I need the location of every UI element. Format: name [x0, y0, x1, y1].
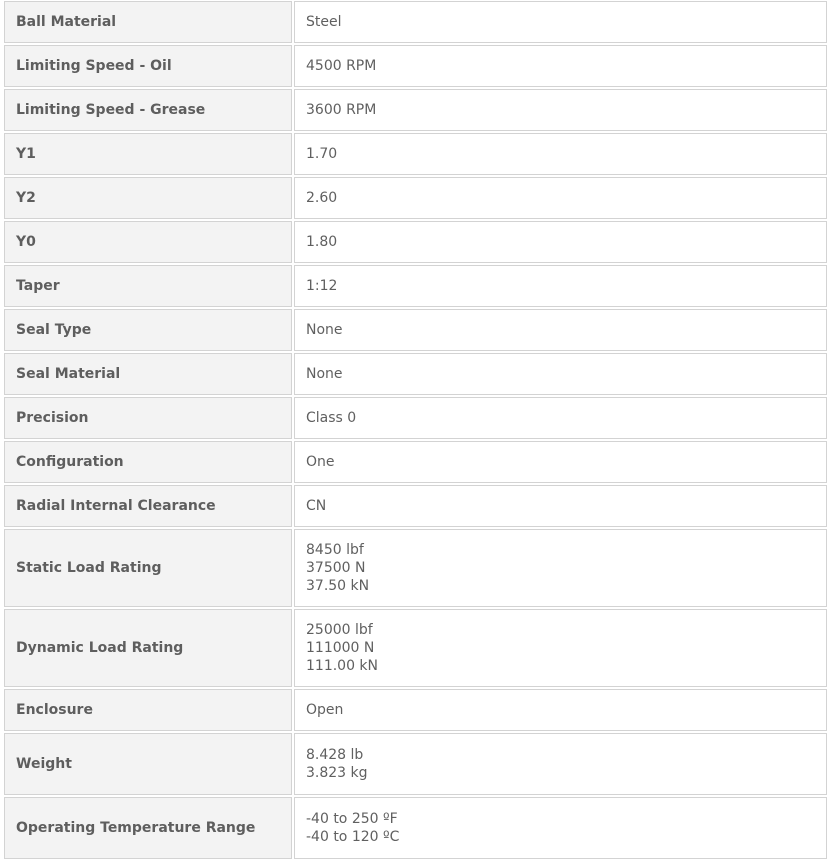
- spec-value-line: 1.80: [306, 234, 338, 250]
- spec-value: [294, 89, 827, 131]
- spec-label: Radial Internal Clearance: [4, 485, 292, 527]
- spec-label: Seal Type: [4, 309, 292, 351]
- spec-value: [294, 485, 827, 527]
- spec-value-line: 3600 RPM: [306, 102, 377, 118]
- spec-value-line: -40 to 250 ºF: [306, 811, 398, 827]
- spec-value-line: 37500 N: [306, 560, 366, 576]
- spec-value: [294, 397, 827, 439]
- spec-row-limiting-speed-grease: [4, 89, 827, 131]
- spec-row-weight: [4, 733, 827, 795]
- spec-value-line: CN: [306, 498, 327, 514]
- spec-label: Operating Temperature Range: [4, 797, 292, 859]
- spec-value: [294, 441, 827, 483]
- spec-value: [294, 133, 827, 175]
- spec-label: Weight: [4, 733, 292, 795]
- spec-row-y2: [4, 177, 827, 219]
- spec-value: [294, 529, 827, 607]
- spec-label: Limiting Speed - Oil: [4, 45, 292, 87]
- spec-value-line: Steel: [306, 14, 342, 30]
- spec-row-seal-material: [4, 353, 827, 395]
- spec-label: Enclosure: [4, 689, 292, 731]
- spec-value-line: 111.00 kN: [306, 658, 379, 674]
- spec-value-line: 1:12: [306, 278, 338, 294]
- spec-value-line: 8.428 lb: [306, 747, 364, 763]
- spec-value: [294, 733, 827, 795]
- spec-row-precision: [4, 397, 827, 439]
- spec-value-line: 8450 lbf: [306, 542, 364, 558]
- spec-label: Y1: [4, 133, 292, 175]
- spec-value-line: None: [306, 366, 343, 382]
- spec-row-operating-temperature-range: [4, 797, 827, 859]
- spec-label: Y0: [4, 221, 292, 263]
- spec-value: [294, 265, 827, 307]
- spec-row-configuration: [4, 441, 827, 483]
- spec-label: Dynamic Load Rating: [4, 609, 292, 687]
- spec-value: [294, 689, 827, 731]
- spec-value: [294, 177, 827, 219]
- spec-label: Ball Material: [4, 1, 292, 43]
- spec-value-line: 37.50 kN: [306, 578, 370, 594]
- spec-row-limiting-speed-oil: [4, 45, 827, 87]
- spec-value-line: 25000 lbf: [306, 622, 373, 638]
- spec-value-line: 2.60: [306, 190, 338, 206]
- specifications-body: [4, 1, 827, 859]
- spec-value-line: 1.70: [306, 146, 338, 162]
- spec-row-ball-material: [4, 1, 827, 43]
- spec-value-line: 4500 RPM: [306, 58, 377, 74]
- spec-value: [294, 309, 827, 351]
- spec-value-line: 111000 N: [306, 640, 375, 656]
- spec-label: Taper: [4, 265, 292, 307]
- spec-label: Y2: [4, 177, 292, 219]
- spec-row-y1: [4, 133, 827, 175]
- spec-value-line: Class 0: [306, 410, 357, 426]
- spec-value-line: 3.823 kg: [306, 765, 368, 781]
- spec-label: Seal Material: [4, 353, 292, 395]
- spec-value: [294, 1, 827, 43]
- spec-row-taper: [4, 265, 827, 307]
- spec-row-seal-type: [4, 309, 827, 351]
- spec-row-radial-internal-clearance: [4, 485, 827, 527]
- spec-label: Static Load Rating: [4, 529, 292, 607]
- spec-value: [294, 221, 827, 263]
- spec-value: [294, 45, 827, 87]
- spec-label: Configuration: [4, 441, 292, 483]
- spec-value-line: -40 to 120 ºC: [306, 829, 400, 845]
- spec-value-line: None: [306, 322, 343, 338]
- spec-value: [294, 797, 827, 859]
- spec-value-line: Open: [306, 702, 344, 718]
- spec-value-line: One: [306, 454, 335, 470]
- spec-label: Limiting Speed - Grease: [4, 89, 292, 131]
- spec-value: [294, 353, 827, 395]
- spec-label: Precision: [4, 397, 292, 439]
- specifications-table: [2, 0, 829, 861]
- spec-row-dynamic-load-rating: [4, 609, 827, 687]
- spec-row-static-load-rating: [4, 529, 827, 607]
- spec-row-enclosure: [4, 689, 827, 731]
- spec-value: [294, 609, 827, 687]
- spec-row-y0: [4, 221, 827, 263]
